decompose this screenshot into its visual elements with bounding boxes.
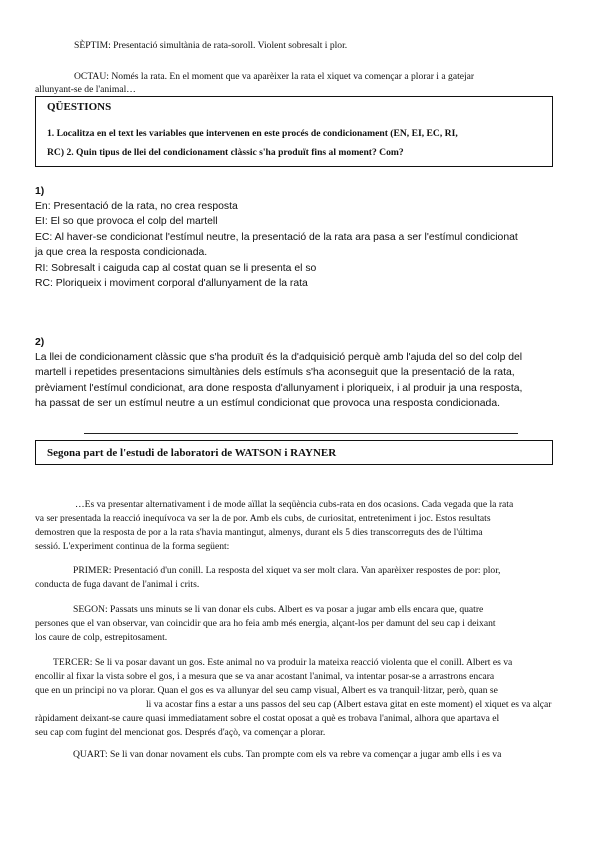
answer-2-line: La llei de condicionament clàssic que s'ha produït és la d'adquisició perquè amb l'ajuda del so del colp del xyxy=(35,352,523,363)
answer-1-line: RI: Sobresalt i caiguda cap al costat quan se li presenta el so xyxy=(35,262,317,274)
body-line: persones que el van observar, van coincidir que ara ho feia amb més energia, alçant-los per damunt del seu cap i deixant xyxy=(35,618,496,629)
primer-paragraph xyxy=(35,564,559,592)
body-line: demostren que la resposta de por a la rata s'havia mantingut, almenys, durant els 5 dies transcorreguts des de l'última xyxy=(35,527,483,538)
body-line: ràpidament deixant-se caure quasi immediatament sobre el costat oposat a què es trobava l'animal, alhora que apartava el xyxy=(35,713,500,724)
answer-2-line: martell i repetides presentacions simultànies dels estímuls s'ha aconseguit que la presentació de la rata, xyxy=(35,367,515,379)
questions-line-1: 1. Localitza en el text les variables que intervenen en este procés de condicionament (EN, EI, EC, RI, xyxy=(47,128,458,139)
separator-line xyxy=(84,433,518,434)
tercer-paragraph xyxy=(35,656,559,740)
body-paragraph-1 xyxy=(35,498,559,554)
body-line: TERCER: Se li va posar davant un gos. Este animal no va produir la mateixa reacció violenta que el conill. Albert es va xyxy=(53,657,513,668)
body-line: SEGON: Passats uns minuts se li van donar els cubs. Albert es va posar a jugar amb ells encara que, quatre xyxy=(73,604,484,615)
answer-2-paragraph xyxy=(35,350,565,412)
answer-2-line: ha passat de ser un estímul neutre a un estímul condicionat que provoca una resposta condicionada. xyxy=(35,398,500,410)
questions-title: QÜESTIONS xyxy=(47,101,112,113)
body-line: PRIMER: Presentació d'un conill. La resposta del xiquet va ser molt clara. Van aparèixer respostes de por: plor, xyxy=(73,565,501,576)
answer-1-line: EC: Al haver-se condicionat l'estímul neutre, la presentació de la rata ara pasa a ser l'estímul condicionat xyxy=(35,231,518,243)
section-2-box xyxy=(35,440,553,465)
body-line: seu cap com fugint del mencionat gos. Després d'açò, va començar a plorar. xyxy=(35,727,326,738)
answer-1-line: EI: El so que provoca el colp del martell xyxy=(35,216,218,228)
segon-paragraph xyxy=(35,603,559,645)
body-line: sessió. L'experiment continua de la forma següent: xyxy=(35,541,230,552)
body-line: los caure de colp, estrepitosament. xyxy=(35,632,168,643)
body-line: va ser presentada la reacció inequívoca va ser la de por. Amb els cubs, de curiositat, entreteniment i joc. Estos resultats xyxy=(35,513,491,524)
octau-line-1: OCTAU: Només la rata. En el moment que va aparèixer la rata el xiquet va començar a plorar i a gatejar xyxy=(74,71,475,82)
answer-1-list xyxy=(35,199,565,291)
answer-1-line: RC: Ploriqueix i moviment corporal d'allunyament de la rata xyxy=(35,278,308,290)
answer-1-heading: 1) xyxy=(35,186,45,197)
body-line: li va acostar fins a estar a uns passos del seu cap (Albert estava gitat en este moment) el xiquet es va alçar xyxy=(146,699,552,710)
answer-1-line: ja que crea la resposta condicionada. xyxy=(35,247,208,259)
questions-box xyxy=(35,96,553,167)
body-line: que en un principi no va plorar. Quan el gos es va allunyar del seu camp visual, Albert es va tranquil·litzar, però, quan se xyxy=(35,685,498,696)
body-line: conducta de fuga davant de l'animal i crits. xyxy=(35,579,200,590)
septim-paragraph: SÈPTIM: Presentació simultània de rata-soroll. Violent sobresalt i plor. xyxy=(74,40,348,51)
body-line: QUART: Se li van donar novament els cubs. Tan prompte com els va rebre va començar a jugar amb ells i es va xyxy=(73,749,502,760)
answer-2-line: prèviament l'estímul condicionat, ara done resposta d'allunyament i ploriqueix, i al produir ja una resposta, xyxy=(35,382,523,394)
section-2-title: Segona part de l'estudi de laboratori de WATSON i RAYNER xyxy=(47,447,337,459)
quart-paragraph xyxy=(35,748,559,762)
octau-line-2: allunyant-se de l'animal… xyxy=(35,84,136,95)
body-line: encollir al fixar la vista sobre el gos, i a mesura que se va anar acostant l'animal, va intentar posar-se a arrastrons encara xyxy=(35,671,495,682)
answer-2-heading: 2) xyxy=(35,337,45,348)
questions-line-2: RC) 2. Quin tipus de llei del condicionament clàssic s'ha produït fins al moment? Com? xyxy=(47,147,404,158)
body-line: …Es va presentar alternativament i de mode aïllat la seqüència cubs-rata en dos ocasions. Cada vegada que la rata xyxy=(75,499,514,510)
answer-1-line: En: Presentació de la rata, no crea resposta xyxy=(35,201,238,212)
